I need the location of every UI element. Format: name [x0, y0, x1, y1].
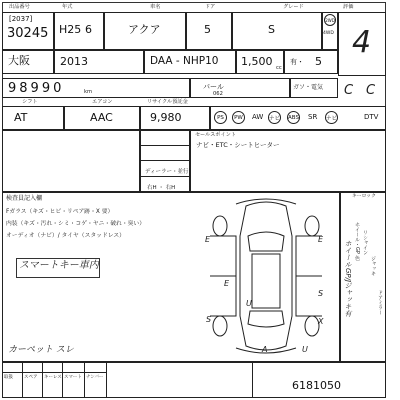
- footer-item-3: キーレス: [44, 375, 62, 380]
- diag-label-8: A: [262, 345, 268, 354]
- label-grade: グレード: [283, 4, 304, 10]
- diag-label-6: S: [318, 289, 324, 298]
- car-diagram: [196, 196, 336, 356]
- shift-box: [2, 106, 64, 130]
- region: 大阪: [8, 54, 30, 67]
- color-code: 062: [213, 91, 223, 97]
- inspection-line-3: オーディオ（ナビ）/ タイヤ（スタッドレス）: [6, 233, 125, 239]
- inspection-title: 検査員記入欄: [6, 195, 43, 202]
- inspection-line-1: Fガラス（キズ・ヒビ・リペア跡・X 要）: [6, 209, 114, 215]
- grade-box: [232, 12, 322, 50]
- drive-4wd: 4WD: [323, 31, 334, 36]
- year-ad: 2013: [60, 55, 88, 68]
- seats-value: 5: [315, 55, 322, 68]
- shift-value: AT: [14, 111, 28, 124]
- option-dtv: DTV: [364, 113, 379, 121]
- model-code: DAA - NHP10: [150, 55, 219, 67]
- diag-label-9: U: [302, 345, 308, 354]
- footer-item-4: スマート: [64, 375, 82, 380]
- option-aw: AW: [252, 113, 264, 121]
- score-handwritten: 4: [352, 25, 372, 60]
- label-shift: シフト: [22, 99, 38, 105]
- right-margin-wheel: ホイール・GP 色: [354, 222, 360, 261]
- option-ps: PS: [214, 111, 227, 124]
- label-doors: ドア: [205, 4, 216, 10]
- bottom-note: カーペット スレ: [8, 345, 74, 355]
- diag-label-4: U: [246, 299, 252, 308]
- grade-mark-1: C: [344, 83, 354, 98]
- selling-points-box: [190, 130, 386, 192]
- selling-points-label: セールスポイント: [195, 132, 237, 138]
- small-menu: [140, 130, 190, 192]
- doors-value: 5: [204, 23, 211, 36]
- grade-mark-2: C: [366, 83, 376, 98]
- color-name: パール: [203, 83, 224, 91]
- diag-label-7: X: [318, 317, 324, 326]
- label-recycle: リサイクル預託金: [147, 99, 188, 105]
- footer-item-5: ナンバー: [86, 375, 104, 380]
- right-handwritten: ホイールGP/Jジャッキ有: [344, 240, 352, 318]
- menu-item-handle: 右H ・ 右H: [147, 185, 176, 191]
- blank-block: [2, 130, 140, 192]
- diag-label-3: E: [318, 235, 324, 244]
- right-margin-mirror: ドアミラー: [377, 290, 383, 315]
- label-year: 年式: [62, 4, 73, 10]
- seats-label: 有・: [290, 58, 304, 66]
- car-name: アクア: [128, 23, 161, 36]
- lot-number: 30245: [7, 26, 49, 41]
- label-lot: 出品番号: [9, 4, 30, 10]
- option-abs: ABS: [287, 111, 300, 124]
- grade-value: S: [268, 23, 275, 36]
- mileage-value: 98990: [8, 81, 65, 96]
- footer-number: 6181050: [292, 379, 341, 392]
- diag-label-1: E: [205, 235, 211, 244]
- option-sr: SR: [308, 113, 318, 121]
- inspection-line-2: 内装（キズ・汚れ・シミ・コゲ・ヤニ・破れ・臭い）: [6, 221, 146, 227]
- displacement: 1,500: [241, 55, 273, 68]
- year-jp: H25: [59, 23, 82, 36]
- diag-label-5: S: [206, 315, 212, 324]
- option-pw: PW: [232, 111, 245, 124]
- diag-label-2: E: [224, 279, 230, 288]
- drive-2wd: 2WD: [324, 14, 336, 26]
- footer-item-2: スペア: [24, 375, 38, 380]
- year-month: 6: [85, 23, 92, 36]
- label-score: 評価: [343, 4, 354, 10]
- label-aircon: エアコン: [92, 99, 113, 105]
- option-navi-2: ナビ: [325, 111, 338, 124]
- right-margin-jack: ジャッキ: [370, 256, 376, 276]
- lot-code: [2037]: [9, 15, 33, 23]
- footer-item-1: 取扱: [4, 375, 13, 380]
- menu-item-dealer: ディーラー・並行: [145, 169, 189, 175]
- aircon-value: AAC: [90, 111, 113, 124]
- mileage-unit: km: [84, 89, 93, 95]
- handwritten-note: スマートキー車内: [19, 260, 99, 271]
- label-car-name: 車名: [150, 4, 161, 10]
- fuel-value: ガソ・電気: [293, 84, 324, 91]
- option-navi-1: ナビ: [268, 111, 281, 124]
- right-margin-reshine: リシャイン: [362, 230, 368, 255]
- right-margin-keylock: キーロック: [352, 194, 376, 199]
- cc-label: cc: [276, 65, 282, 71]
- selling-points-text: ナビ・ETC・シートヒーター: [196, 141, 280, 149]
- recycle-value: 9,980: [150, 111, 182, 124]
